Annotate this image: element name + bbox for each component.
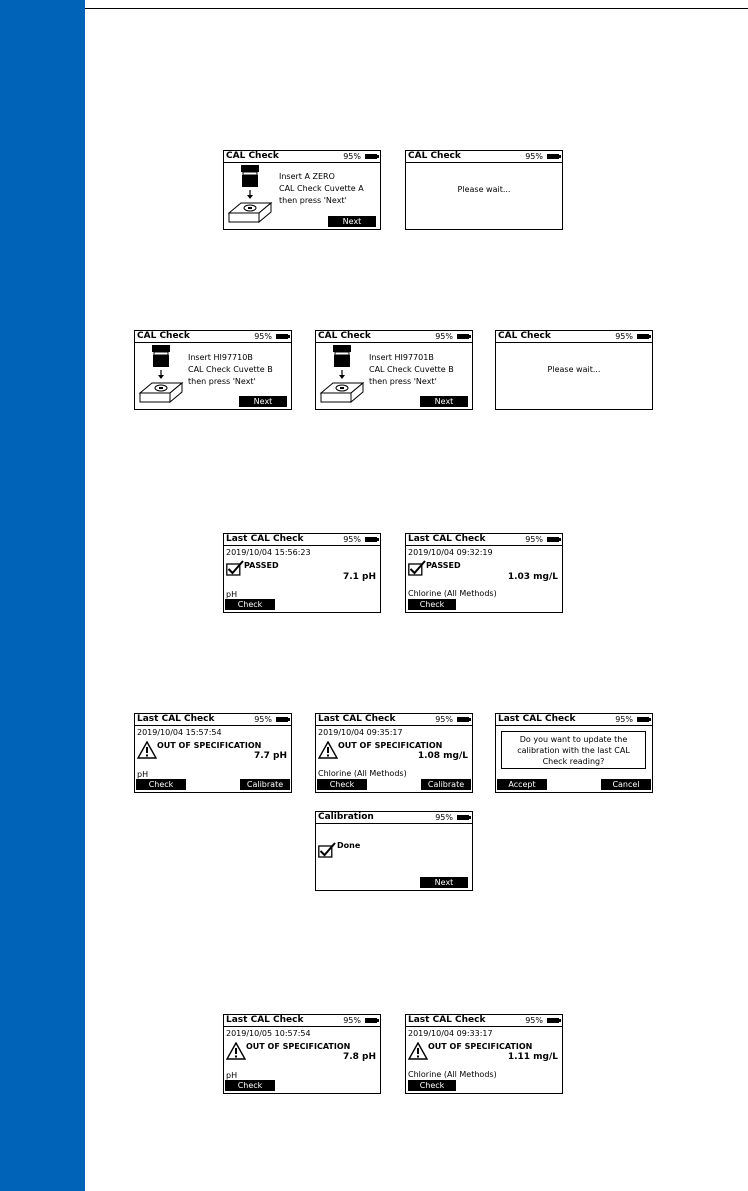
- instruction-line: then press 'Next': [279, 196, 347, 205]
- screen-last-cal-check-ph-passed: [223, 533, 381, 613]
- check-status: OUT OF SPECIFICATION: [428, 1042, 533, 1051]
- battery-icon: [637, 334, 649, 339]
- instruction-line: then press 'Next': [369, 377, 437, 386]
- cuvette-insert-icon: [318, 345, 366, 407]
- battery-percent: 95%: [615, 332, 633, 341]
- screen-title-bar: [316, 331, 472, 343]
- battery-percent: 95%: [615, 715, 633, 724]
- check-softkey[interactable]: Check: [136, 779, 186, 790]
- screen-title-bar: [135, 331, 291, 343]
- check-datetime: 2019/10/04 15:57:54: [137, 728, 222, 737]
- screen-title: CAL Check: [137, 331, 190, 341]
- reading-value: 1.08 mg/L: [417, 751, 468, 761]
- check-softkey[interactable]: Check: [408, 599, 456, 610]
- battery-percent: 95%: [435, 813, 453, 822]
- battery-percent: 95%: [254, 332, 272, 341]
- battery-percent: 95%: [343, 152, 361, 161]
- next-softkey[interactable]: Next: [328, 216, 376, 227]
- instruction-line: Insert A ZERO: [279, 172, 335, 181]
- checkmark-icon: [318, 842, 336, 858]
- check-status: OUT OF SPECIFICATION: [338, 741, 443, 750]
- screen-update-calibration-dialog: [495, 713, 653, 793]
- screen-title-bar: [224, 1015, 380, 1027]
- screen-title-bar: [496, 714, 652, 726]
- blue-sidebar: [0, 0, 85, 1191]
- cuvette-insert-icon: [137, 345, 185, 407]
- screen-last-cal-check-ph-out-of-spec: [134, 713, 292, 793]
- screen-last-cal-check-chlorine-out-of-spec-after: [405, 1014, 563, 1094]
- screen-title: Last CAL Check: [408, 1015, 486, 1025]
- screen-title: Calibration: [318, 812, 374, 822]
- check-datetime: 2019/10/05 10:57:54: [226, 1029, 311, 1038]
- screen-last-cal-check-chlorine-passed: [405, 533, 563, 613]
- screen-last-cal-check-ph-out-of-spec-after: [223, 1014, 381, 1094]
- screen-please-wait: [405, 150, 563, 230]
- reading-value: 1.03 mg/L: [507, 572, 558, 582]
- screen-title-bar: [316, 714, 472, 726]
- screen-cal-check-hi97710b: [134, 330, 292, 410]
- warning-icon: [408, 1042, 428, 1060]
- screen-title-bar: [406, 534, 562, 546]
- check-status: PASSED: [244, 561, 279, 570]
- check-datetime: 2019/10/04 15:56:23: [226, 548, 311, 557]
- reading-value: 1.11 mg/L: [507, 1052, 558, 1062]
- battery-icon: [365, 1018, 377, 1023]
- method-name: Chlorine (All Methods): [408, 1070, 497, 1079]
- check-softkey[interactable]: Check: [317, 779, 367, 790]
- battery-icon: [547, 537, 559, 542]
- screen-title: Last CAL Check: [137, 714, 215, 724]
- battery-icon: [457, 334, 469, 339]
- calibrate-softkey[interactable]: Calibrate: [240, 779, 290, 790]
- screen-title: CAL Check: [318, 331, 371, 341]
- battery-icon: [365, 537, 377, 542]
- method-name: pH: [226, 590, 238, 599]
- instruction-line: CAL Check Cuvette B: [369, 365, 454, 374]
- check-status: OUT OF SPECIFICATION: [246, 1042, 351, 1051]
- screen-title: Last CAL Check: [408, 534, 486, 544]
- reading-value: 7.1 pH: [342, 572, 376, 582]
- method-name: Chlorine (All Methods): [318, 769, 407, 778]
- screen-title: Last CAL Check: [226, 534, 304, 544]
- screen-title-bar: [224, 151, 380, 163]
- screen-title-bar: [496, 331, 652, 343]
- battery-percent: 95%: [254, 715, 272, 724]
- screen-title-bar: [406, 151, 562, 163]
- battery-icon: [457, 717, 469, 722]
- battery-icon: [457, 815, 469, 820]
- battery-percent: 95%: [435, 715, 453, 724]
- check-softkey[interactable]: Check: [225, 1080, 275, 1091]
- battery-percent: 95%: [435, 332, 453, 341]
- reading-value: 7.8 pH: [342, 1052, 376, 1062]
- warning-icon: [226, 1042, 246, 1060]
- warning-icon: [318, 741, 338, 759]
- wait-message: Please wait...: [547, 365, 601, 374]
- battery-percent: 95%: [525, 535, 543, 544]
- screen-title: CAL Check: [226, 151, 279, 161]
- instruction-line: then press 'Next': [188, 377, 256, 386]
- screen-cal-check-zero: [223, 150, 381, 230]
- battery-percent: 95%: [525, 1016, 543, 1025]
- checkmark-icon: [226, 560, 244, 576]
- check-softkey[interactable]: Check: [408, 1080, 456, 1091]
- battery-icon: [637, 717, 649, 722]
- method-name: pH: [226, 1071, 238, 1080]
- check-datetime: 2019/10/04 09:32:19: [408, 548, 493, 557]
- battery-icon: [365, 154, 377, 159]
- check-datetime: 2019/10/04 09:35:17: [318, 728, 403, 737]
- warning-icon: [137, 741, 157, 759]
- instruction-line: Insert HI97710B: [188, 353, 253, 362]
- battery-percent: 95%: [343, 1016, 361, 1025]
- screen-title-bar: [135, 714, 291, 726]
- accept-softkey[interactable]: Accept: [497, 779, 547, 790]
- screen-calibration-done: [315, 811, 473, 891]
- check-status: OUT OF SPECIFICATION: [157, 741, 262, 750]
- next-softkey[interactable]: Next: [239, 396, 287, 407]
- calibration-status: Done: [337, 841, 361, 850]
- method-name: Chlorine (All Methods): [408, 589, 497, 598]
- screen-cal-check-hi97701b: [315, 330, 473, 410]
- screen-title: Last CAL Check: [318, 714, 396, 724]
- battery-icon: [547, 154, 559, 159]
- reading-value: 7.7 pH: [253, 751, 287, 761]
- check-datetime: 2019/10/04 09:33:17: [408, 1029, 493, 1038]
- battery-icon: [276, 717, 288, 722]
- instruction-line: CAL Check Cuvette B: [188, 365, 273, 374]
- screen-last-cal-check-chlorine-out-of-spec: [315, 713, 473, 793]
- screen-title: Last CAL Check: [226, 1015, 304, 1025]
- screen-title: CAL Check: [408, 151, 461, 161]
- next-softkey[interactable]: Next: [420, 877, 468, 888]
- battery-icon: [547, 1018, 559, 1023]
- confirm-dialog: [501, 731, 646, 769]
- cancel-softkey[interactable]: Cancel: [601, 779, 651, 790]
- top-rule: [85, 8, 748, 9]
- instruction-line: CAL Check Cuvette A: [279, 184, 364, 193]
- method-name: pH: [137, 770, 149, 779]
- screen-title: Last CAL Check: [498, 714, 576, 724]
- screen-title-bar: [224, 534, 380, 546]
- dialog-line: Do you want to update the: [519, 735, 628, 744]
- screen-title: CAL Check: [498, 331, 551, 341]
- check-softkey[interactable]: Check: [225, 599, 275, 610]
- screen-title-bar: [316, 812, 472, 824]
- check-status: PASSED: [426, 561, 461, 570]
- battery-icon: [276, 334, 288, 339]
- checkmark-icon: [408, 560, 426, 576]
- screen-please-wait: [495, 330, 653, 410]
- wait-message: Please wait...: [457, 185, 511, 194]
- calibrate-softkey[interactable]: Calibrate: [421, 779, 471, 790]
- battery-percent: 95%: [525, 152, 543, 161]
- dialog-line: calibration with the last CAL: [517, 746, 630, 755]
- battery-percent: 95%: [343, 535, 361, 544]
- cuvette-insert-icon: [226, 165, 274, 227]
- instruction-line: Insert HI97701B: [369, 353, 434, 362]
- screen-title-bar: [406, 1015, 562, 1027]
- next-softkey[interactable]: Next: [420, 396, 468, 407]
- dialog-line: Check reading?: [542, 757, 605, 766]
